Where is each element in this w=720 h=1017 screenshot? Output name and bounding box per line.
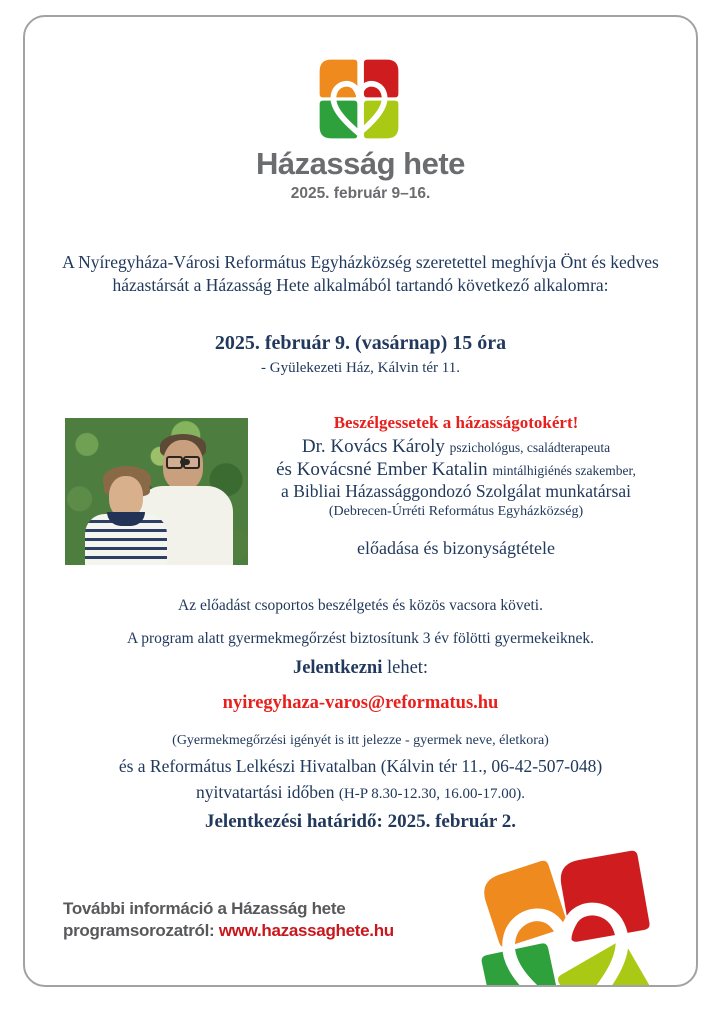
speaker1-name: Dr. Kovács Károly xyxy=(301,436,450,457)
footer-info-line1: További információ a Házasság hete xyxy=(63,899,346,918)
footer-info-line2-prefix: programsorozatról: xyxy=(63,921,219,940)
website-link[interactable]: www.hazassaghete.hu xyxy=(218,921,394,940)
couple-photo xyxy=(65,418,248,565)
footer-info xyxy=(63,898,483,942)
office-hours-line xyxy=(25,782,696,803)
childcare-note: A program alatt gyermekmegőrzést biztosítunk 3 év fölötti gyermekeiknek. xyxy=(126,630,595,647)
speaker2-role: mintálhigiénés szakember, xyxy=(492,462,636,478)
registration-deadline: Jelentkezési határidő: 2025. február 2. xyxy=(205,811,516,832)
email-note: (Gyermekmegőrzési igényét is itt jelezze - gyermek neve, életkora) xyxy=(172,733,549,748)
speakers-affiliation: a Bibliai Házassággondozó Szolgálat munkatársai xyxy=(281,481,631,501)
speakers-block xyxy=(230,413,682,559)
speaker2-line xyxy=(230,459,682,482)
register-label: Jelentkezni xyxy=(292,658,383,678)
office-hours-detail: (H-P 8.30-12.30, 16.00-17.00). xyxy=(338,786,525,802)
speaker1-role: pszichológus, családterapeuta xyxy=(449,440,611,455)
brand-subtitle: 2025. február 9–16. xyxy=(290,185,431,202)
event-venue: - Gyülekezeti Ház, Kálvin tér 11. xyxy=(261,360,460,376)
speaker2-name: és Kovácsné Ember Katalin xyxy=(276,458,493,480)
heart-squares-logo-icon xyxy=(318,58,400,140)
speaker1-line xyxy=(230,436,682,459)
register-line xyxy=(25,658,696,679)
heart-squares-logo-tilted-icon xyxy=(473,850,658,987)
invitation-intro: A Nyíregyháza-Városi Református Egyházközség szeretettel meghívja Önt és kedves házastársát a Házasság Hete alkalmából tartandó következő alkalomra: xyxy=(62,252,659,295)
footer-info-line2 xyxy=(63,920,483,942)
speakers-headline: Beszélgessetek a házasságotokért! xyxy=(333,413,579,432)
glasses-icon xyxy=(166,456,200,466)
event-type: előadása és bizonyságtétele xyxy=(357,538,555,558)
after-program-note: Az előadást csoportos beszélgetés és közös vacsora követi. xyxy=(178,597,543,614)
registration-email-link[interactable]: nyiregyhaza-varos@reformatus.hu xyxy=(222,693,499,713)
office-line: és a Református Lelkészi Hivatalban (Kálvin tér 11., 06-42-507-048) xyxy=(118,756,603,776)
brand-title: Házasság hete xyxy=(256,146,465,181)
event-datetime: 2025. február 9. (vasárnap) 15 óra xyxy=(214,332,507,354)
speakers-congregation: (Debrecen-Úrréti Református Egyházközség) xyxy=(328,504,584,519)
office-hours-main: nyitvatartási időben xyxy=(196,782,339,802)
flyer-card xyxy=(23,15,698,987)
register-rest: lehet: xyxy=(382,658,429,678)
